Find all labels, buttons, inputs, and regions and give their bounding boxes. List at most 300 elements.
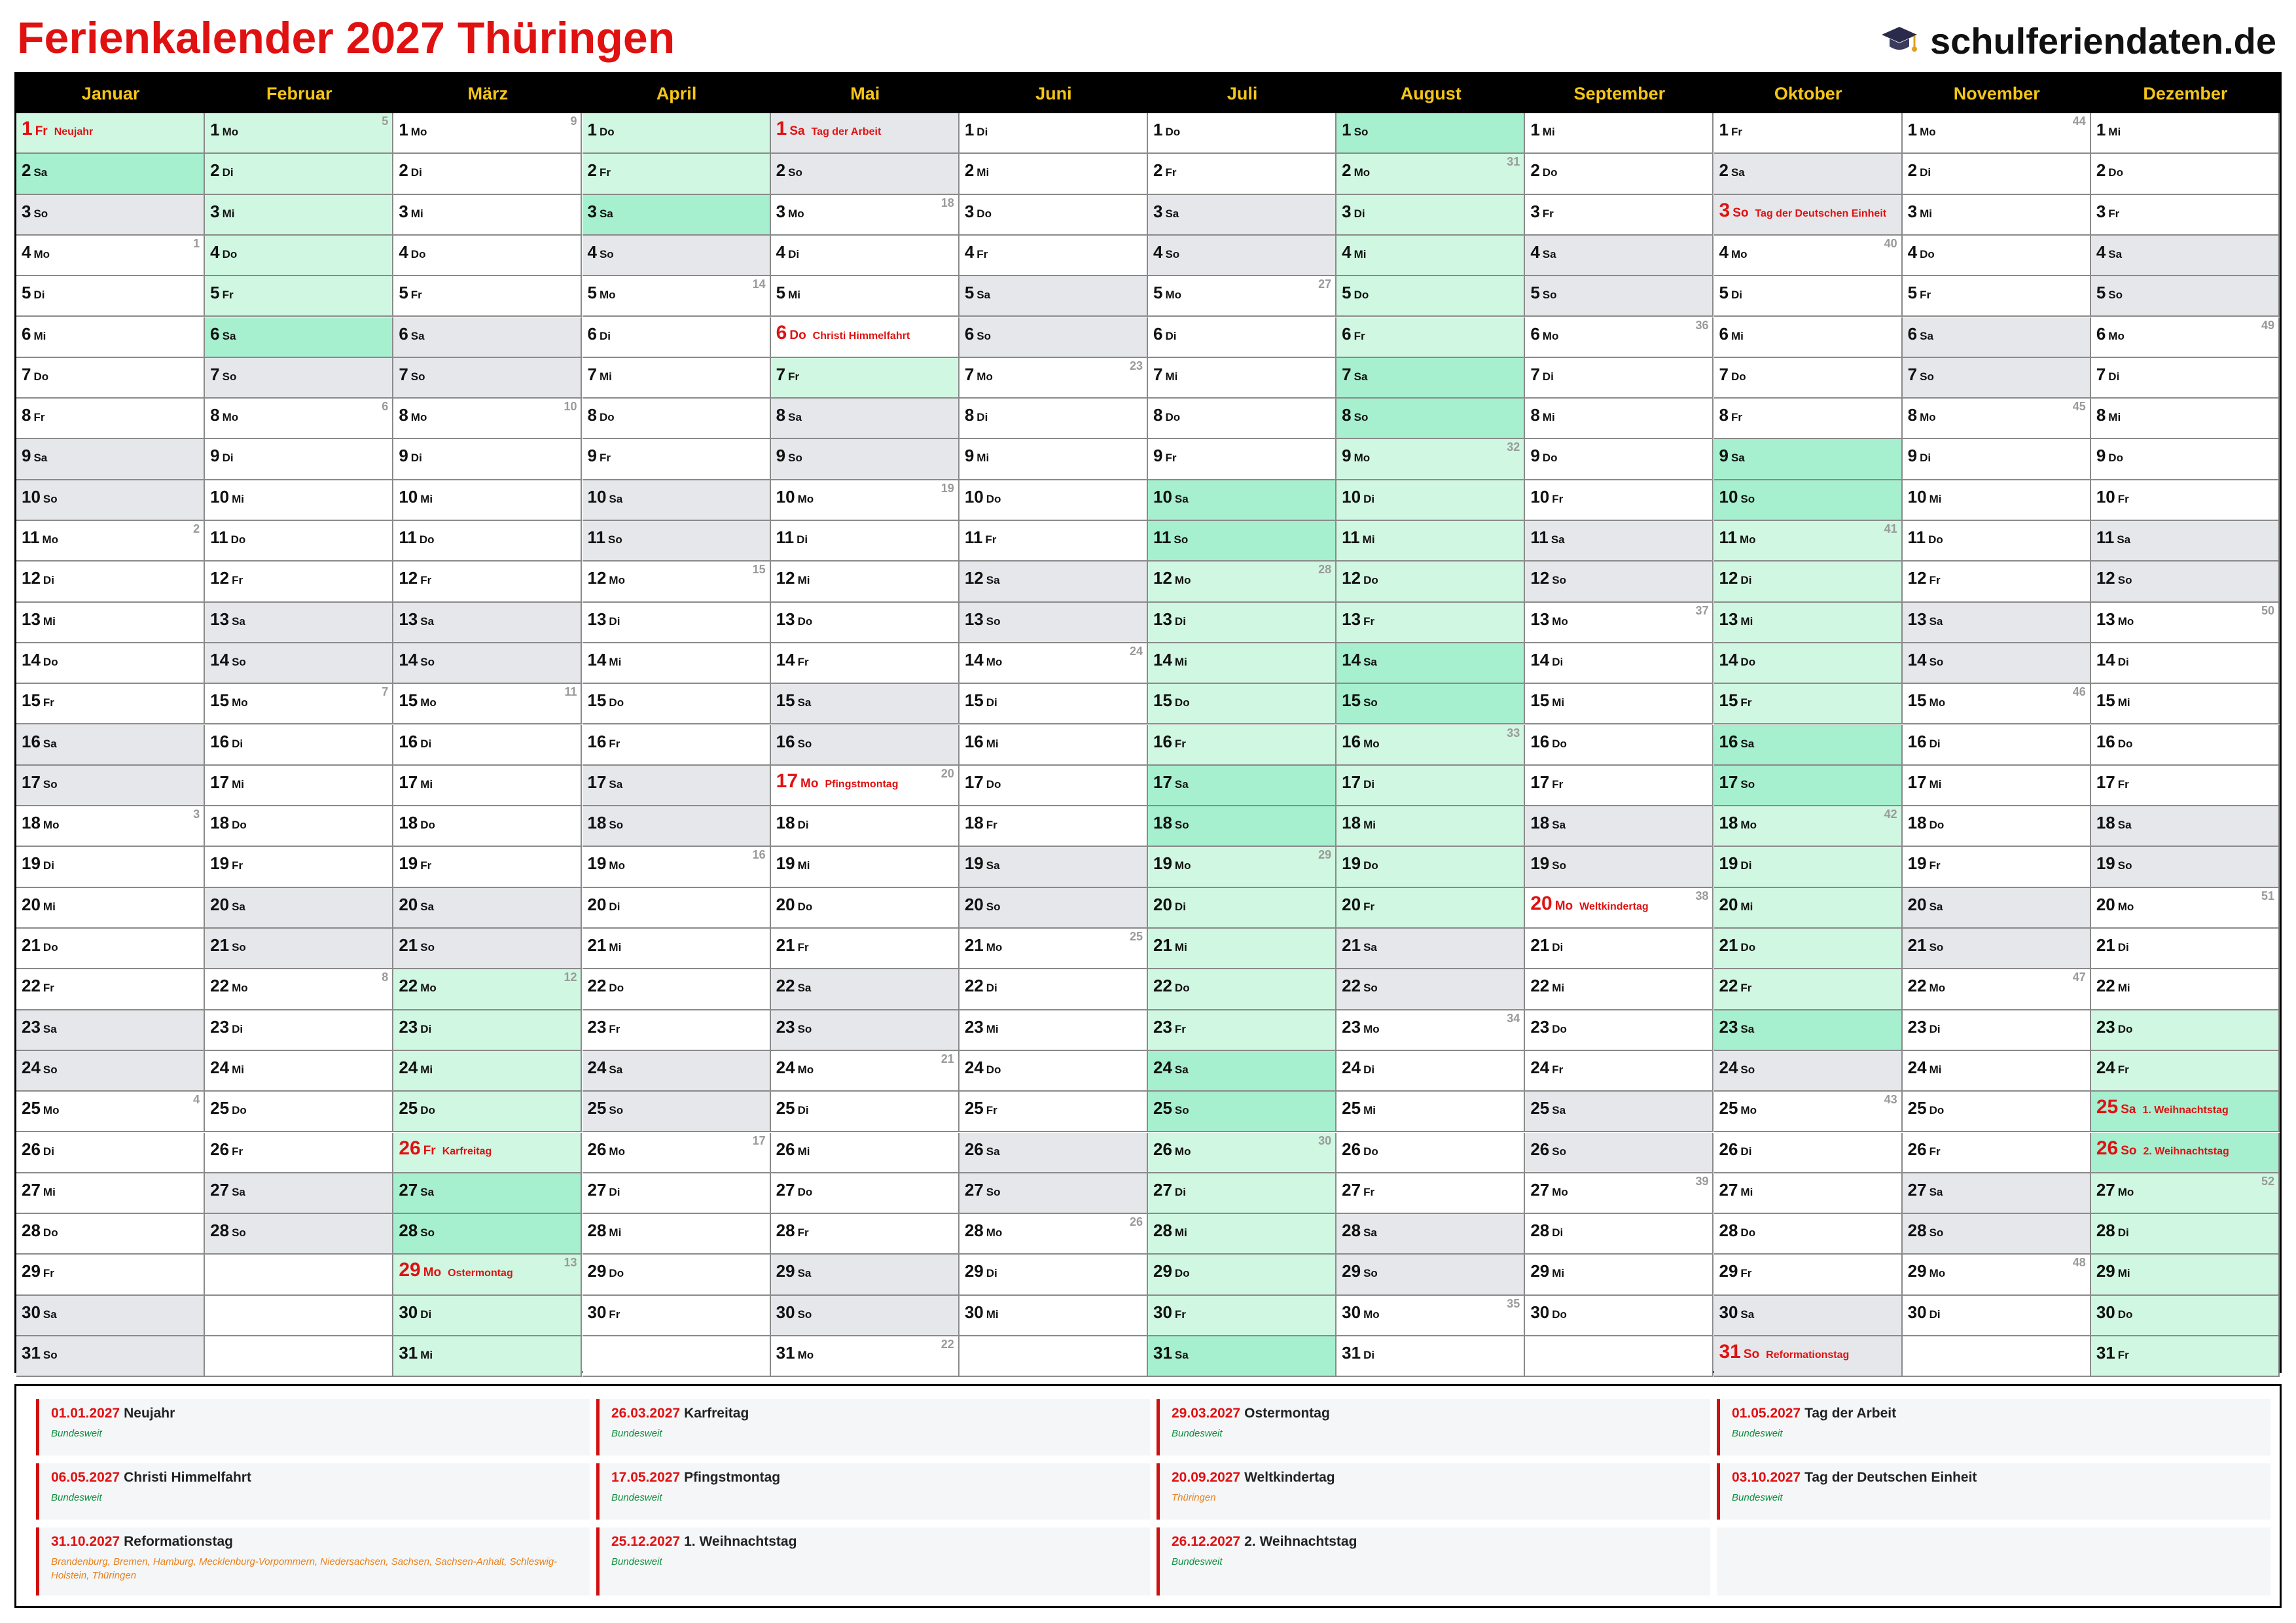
- weekday-label: Di: [1542, 370, 1554, 383]
- day-cell: [583, 236, 771, 276]
- day-cell: [1336, 276, 1525, 317]
- day-cell: [205, 439, 393, 480]
- day-number: 2 Do: [1530, 160, 1558, 181]
- weekday-label: Di: [1174, 1185, 1186, 1198]
- weekday-label: Do: [599, 411, 615, 424]
- day-number: 17 Sa: [1153, 772, 1189, 792]
- day-cell: [16, 1133, 205, 1173]
- day-cell: [2091, 929, 2280, 969]
- weekday-label: Mi: [1552, 982, 1565, 995]
- day-number: 9 Sa: [1719, 446, 1745, 466]
- day-cell: [2091, 399, 2280, 439]
- weekday-label: Mi: [2117, 696, 2130, 709]
- brand-logo[interactable]: [1880, 14, 2276, 67]
- weekday-label: Di: [609, 615, 620, 628]
- weekday-label: Di: [1920, 166, 1931, 179]
- day-cell: [1525, 480, 1713, 521]
- day-cell: [1148, 1133, 1336, 1173]
- legend-date: 25.12.2027: [611, 1534, 681, 1549]
- day-number: 13 Fr: [1342, 609, 1375, 629]
- day-cell: [1525, 154, 1713, 194]
- weekday-label: Mi: [1354, 247, 1367, 260]
- weekday-label: Fr: [423, 1143, 436, 1158]
- day-number: 19 Fr: [210, 853, 243, 874]
- weekday-label: Mo: [222, 126, 239, 138]
- weekday-label: Mi: [986, 1022, 999, 1035]
- week-number: 34: [1507, 1011, 1520, 1025]
- day-number: 1 Mi: [1530, 120, 1555, 139]
- weekday-label: Mo: [1354, 166, 1371, 179]
- day-cell: [2091, 1173, 2280, 1214]
- weekday-label: Fr: [420, 574, 432, 587]
- day-number: 19 So: [2096, 853, 2132, 874]
- day-cell: [583, 1092, 771, 1132]
- day-cell: [1714, 1010, 1903, 1051]
- day-number: 5 Mo: [587, 283, 616, 303]
- week-number: 2: [193, 522, 200, 535]
- day-number: 17 Sa: [587, 772, 623, 792]
- day-number: 28 Mi: [587, 1221, 622, 1241]
- day-cell: [16, 562, 205, 602]
- weekday-label: Do: [1929, 819, 1945, 832]
- weekday-label: Do: [1165, 411, 1181, 424]
- weekday-label: Mi: [1174, 941, 1187, 954]
- day-cell: [960, 766, 1148, 806]
- day-cell: [960, 562, 1148, 602]
- day-cell: [16, 1010, 205, 1051]
- weekday-label: Fr: [986, 1104, 997, 1117]
- legend-date: 20.09.2027: [1172, 1470, 1241, 1485]
- day-number: 20 Di: [587, 894, 620, 914]
- holiday-name: Christi Himmelfahrt: [812, 330, 910, 342]
- day-number: 31 Mi: [399, 1343, 433, 1363]
- legend-item: [36, 1527, 590, 1596]
- day-number: 8 Do: [1153, 405, 1181, 425]
- day-cell: [2091, 1296, 2280, 1336]
- weekday-label: Fr: [1552, 492, 1564, 505]
- weekday-label: Mi: [1552, 1267, 1565, 1280]
- day-cell: [960, 399, 1148, 439]
- calendar-grid: [14, 72, 2282, 1373]
- weekday-label: Sa: [33, 166, 48, 179]
- day-cell: [205, 399, 393, 439]
- weekday-label: So: [608, 533, 622, 546]
- day-number: 24 Fr: [1530, 1057, 1564, 1077]
- day-cell: [1148, 806, 1336, 847]
- month-header: September: [1573, 84, 1666, 103]
- weekday-label: Di: [797, 819, 809, 832]
- week-number: 1: [193, 236, 200, 250]
- day-cell: [1714, 929, 1903, 969]
- day-cell: [771, 888, 960, 929]
- weekday-label: Sa: [33, 452, 48, 465]
- day-number: 17 Fr: [2096, 772, 2129, 792]
- weekday-label: Mo: [423, 1266, 442, 1280]
- weekday-label: So: [2108, 289, 2123, 302]
- day-cell: [583, 562, 771, 602]
- day-cell: [1336, 1010, 1525, 1051]
- weekday-label: Sa: [420, 900, 435, 913]
- weekday-label: Mi: [232, 1063, 244, 1076]
- day-number: 24 Mo: [776, 1057, 814, 1077]
- weekday-label: Mi: [609, 941, 622, 954]
- day-cell: [1336, 643, 1525, 684]
- day-number: 14 So: [399, 649, 435, 669]
- day-number: 29 Do: [1153, 1261, 1190, 1281]
- day-number: 4 Mo: [1719, 241, 1748, 262]
- day-cell: [1336, 1255, 1525, 1295]
- day-cell: [583, 806, 771, 847]
- day-cell: [205, 317, 393, 358]
- day-cell: [1903, 806, 2091, 847]
- day-number: 26 Do: [1342, 1139, 1378, 1159]
- legend-holiday-name: Pfingstmontag: [684, 1470, 781, 1485]
- weekday-label: Di: [977, 411, 988, 424]
- day-cell: [1903, 643, 2091, 684]
- day-cell: [1525, 1173, 1713, 1214]
- weekday-label: So: [1740, 492, 1755, 505]
- weekday-label: So: [599, 247, 614, 260]
- weekday-label: Mi: [222, 207, 235, 220]
- legend-date: 29.03.2027: [1172, 1406, 1241, 1421]
- day-number: 11 Di: [776, 527, 808, 547]
- weekday-label: So: [986, 615, 1001, 628]
- day-cell: [960, 1173, 1148, 1214]
- day-number: 5 Di: [1719, 283, 1742, 303]
- weekday-label: Sa: [788, 411, 802, 424]
- day-cell: [1525, 806, 1713, 847]
- day-number: 9 Do: [1530, 446, 1558, 466]
- weekday-label: Mo: [1740, 533, 1756, 546]
- day-number: 20 Sa: [1907, 894, 1943, 914]
- day-number: 28 Sa: [1342, 1221, 1377, 1241]
- day-cell: [771, 317, 960, 358]
- day-number: 20 Do: [776, 894, 813, 914]
- week-number: 29: [1318, 848, 1332, 862]
- weekday-label: Mi: [1929, 492, 1942, 505]
- day-number: 1 Mo: [399, 120, 427, 139]
- day-cell: [1525, 969, 1713, 1010]
- day-number: 31 So: [22, 1343, 58, 1363]
- day-number: 12 Mo: [587, 568, 625, 588]
- day-number: 15 Do: [587, 690, 624, 711]
- weekday-label: Do: [797, 900, 813, 913]
- day-number: 27 Sa: [210, 1179, 245, 1200]
- day-number: 27 Mo: [2096, 1179, 2134, 1200]
- weekday-label: Mi: [1542, 126, 1555, 138]
- weekday-label: Fr: [797, 941, 809, 954]
- day-number: 14 Sa: [1342, 649, 1377, 669]
- day-number: 21 Di: [2096, 935, 2129, 955]
- day-cell: [771, 969, 960, 1010]
- day-number: 29 Sa: [776, 1261, 812, 1281]
- weekday-label: So: [1552, 574, 1566, 587]
- weekday-label: Di: [1740, 859, 1752, 872]
- weekday-label: Fr: [599, 166, 611, 179]
- weekday-label: Do: [1542, 452, 1558, 465]
- legend-holiday-name: Neujahr: [124, 1406, 175, 1421]
- week-number: 41: [1884, 522, 1897, 535]
- day-number: 9 Di: [210, 446, 234, 466]
- day-cell: [1148, 847, 1336, 887]
- weekday-label: Fr: [1731, 411, 1742, 424]
- day-cell: [771, 276, 960, 317]
- day-number: 2 Sa: [1719, 160, 1745, 181]
- day-number: 18 Sa: [2096, 813, 2132, 833]
- day-cell: [1148, 1092, 1336, 1132]
- day-cell: [960, 1051, 1148, 1092]
- day-number: 30 So: [776, 1302, 812, 1322]
- weekday-label: Di: [1363, 1063, 1375, 1076]
- day-cell: [393, 603, 582, 643]
- day-cell: [393, 439, 582, 480]
- day-cell: [1903, 603, 2091, 643]
- day-number: 2 Mi: [964, 160, 990, 181]
- weekday-label: Sa: [232, 615, 245, 628]
- day-cell: [2091, 358, 2280, 399]
- day-cell: [1525, 1296, 1713, 1336]
- weekday-label: Mi: [609, 655, 622, 668]
- weekday-label: Mi: [1552, 696, 1565, 709]
- day-cell: [1336, 603, 1525, 643]
- week-number: 3: [193, 808, 200, 821]
- day-number: 22 Fr: [22, 976, 54, 996]
- weekday-label: Mi: [1363, 1104, 1376, 1117]
- day-number: 3 Sa: [587, 201, 613, 221]
- day-number: 14 So: [210, 649, 246, 669]
- day-cell: [16, 969, 205, 1010]
- day-number: 13 Sa: [210, 609, 245, 629]
- day-cell: [1903, 113, 2091, 154]
- weekday-label: Sa: [1354, 370, 1368, 383]
- weekday-label: So: [1165, 247, 1180, 260]
- day-number: 7 Do: [22, 364, 49, 384]
- day-number: 28 Di: [2096, 1221, 2129, 1241]
- weekday-label: Fr: [1929, 574, 1941, 587]
- day-cell: [2091, 1336, 2280, 1377]
- day-cell: [1336, 1336, 1525, 1377]
- day-number: 25 Do: [399, 1098, 435, 1118]
- empty-cell: [583, 1336, 771, 1377]
- day-cell: [1336, 521, 1525, 562]
- weekday-label: Mi: [788, 289, 801, 302]
- weekday-label: Mo: [1542, 329, 1559, 342]
- legend-date: 17.05.2027: [611, 1470, 681, 1485]
- day-cell: [393, 276, 582, 317]
- weekday-label: Do: [420, 819, 435, 832]
- day-cell: [205, 154, 393, 194]
- day-number: 28 So: [399, 1221, 435, 1241]
- day-number: 18 Mo: [1719, 813, 1757, 833]
- day-cell: [1525, 929, 1713, 969]
- day-cell: [1714, 969, 1903, 1010]
- legend-item: [36, 1399, 590, 1455]
- weekday-label: So: [43, 1349, 58, 1361]
- day-number: 16 Fr: [587, 731, 620, 751]
- day-cell: [771, 1010, 960, 1051]
- weekday-label: Sa: [410, 329, 425, 342]
- day-number: 2 So: [776, 160, 802, 181]
- day-cell: [771, 236, 960, 276]
- day-number: 30 Mo: [1342, 1302, 1380, 1322]
- day-cell: [1714, 439, 1903, 480]
- weekday-label: Di: [1165, 329, 1177, 342]
- day-number: 1 Di: [964, 120, 988, 139]
- day-number: 19 Mi: [776, 853, 810, 874]
- day-cell: [771, 1214, 960, 1255]
- day-number: 26 Mo: [1153, 1139, 1191, 1159]
- day-number: 21 Fr: [776, 935, 809, 955]
- weekday-label: Mi: [1542, 411, 1555, 424]
- day-number: 9 Sa: [22, 446, 48, 466]
- day-cell: [583, 725, 771, 766]
- day-cell: [1148, 643, 1336, 684]
- day-cell: [1903, 1173, 2091, 1214]
- day-number: 3 Mo: [776, 201, 804, 221]
- day-number: 10 Sa: [1153, 486, 1189, 507]
- day-number: 11 Sa: [2096, 527, 2131, 547]
- day-number: 7 So: [399, 364, 425, 384]
- weekday-label: Do: [43, 941, 58, 954]
- day-cell: [1714, 399, 1903, 439]
- day-number: 8 Mo: [399, 405, 427, 425]
- weekday-label: Sa: [1740, 737, 1755, 750]
- day-cell: [960, 276, 1148, 317]
- day-number: 29 Mi: [1530, 1261, 1565, 1281]
- weekday-label: Mo: [1363, 1022, 1380, 1035]
- day-number: 27 Fr: [1342, 1179, 1375, 1200]
- day-cell: [771, 399, 960, 439]
- week-number: 14: [752, 277, 766, 291]
- day-cell: [1714, 684, 1903, 724]
- weekday-label: So: [986, 900, 1001, 913]
- day-number: 17 Mi: [1907, 772, 1942, 792]
- day-cell: [1714, 766, 1903, 806]
- weekday-label: Do: [1920, 247, 1935, 260]
- day-cell: [583, 1296, 771, 1336]
- weekday-label: Mi: [1165, 370, 1178, 383]
- week-number: 6: [382, 400, 389, 414]
- day-cell: [1525, 236, 1713, 276]
- day-number: 17 Mi: [399, 772, 433, 792]
- day-cell: [205, 725, 393, 766]
- weekday-label: Mo: [1174, 574, 1191, 587]
- weekday-label: Fr: [222, 289, 234, 302]
- day-number: 21 Di: [1530, 935, 1564, 955]
- day-cell: [1525, 317, 1713, 358]
- day-cell: [1336, 1173, 1525, 1214]
- day-number: 16 Sa: [1719, 731, 1755, 751]
- day-number: 10 So: [22, 486, 58, 507]
- day-cell: [1336, 1051, 1525, 1092]
- day-cell: [1148, 358, 1336, 399]
- day-number: 28 Mo: [964, 1221, 1003, 1241]
- month-header: Juni: [1035, 84, 1072, 103]
- weekday-label: Sa: [1929, 615, 1943, 628]
- day-number: 13 Sa: [399, 609, 435, 629]
- weekday-label: Do: [410, 247, 426, 260]
- month-header: November: [1953, 84, 2040, 103]
- day-cell: [1148, 766, 1336, 806]
- day-cell: [205, 643, 393, 684]
- day-number: 24 Mi: [399, 1057, 433, 1077]
- day-cell: [960, 888, 1148, 929]
- weekday-label: Fr: [1552, 777, 1564, 791]
- legend-scope: Thüringen: [1172, 1492, 1216, 1503]
- day-number: 6 Mo: [2096, 323, 2125, 344]
- legend-item: [1157, 1463, 1710, 1520]
- weekday-label: Mi: [1174, 655, 1187, 668]
- day-cell: [771, 562, 960, 602]
- weekday-label: Fr: [43, 982, 54, 995]
- day-number: 31 Fr: [2096, 1343, 2129, 1363]
- day-number: 28 Mi: [1153, 1221, 1187, 1241]
- weekday-label: Mo: [1920, 126, 1936, 138]
- weekday-label: Do: [1363, 574, 1378, 587]
- day-cell: [1903, 1255, 2091, 1295]
- day-number: 4 Do: [210, 241, 238, 262]
- day-cell: [1336, 888, 1525, 929]
- day-number: 5 Do: [1342, 283, 1369, 303]
- day-number: 13 Mo: [1530, 609, 1568, 629]
- day-number: 21 Mo: [964, 935, 1003, 955]
- day-number: 15 Mi: [2096, 690, 2130, 711]
- day-cell: [16, 439, 205, 480]
- day-number: 23 Di: [1907, 1016, 1941, 1037]
- day-cell: [393, 1051, 582, 1092]
- legend-empty-slot: [1717, 1527, 2270, 1596]
- week-number: 46: [2072, 685, 2086, 699]
- day-cell: [1714, 1051, 1903, 1092]
- weekday-label: Do: [419, 533, 435, 546]
- day-number: 16 Di: [399, 731, 432, 751]
- weekday-label: Di: [1920, 452, 1931, 465]
- day-cell: [205, 276, 393, 317]
- day-number: 16 Do: [1530, 731, 1567, 751]
- day-number: 15 Fr: [1719, 690, 1752, 711]
- day-number: 18 Do: [399, 813, 435, 833]
- day-number: 29 Mo Ostermontag: [399, 1259, 513, 1281]
- weekday-label: Mo: [232, 982, 248, 995]
- weekday-label: Di: [986, 696, 997, 709]
- day-cell: [393, 1010, 582, 1051]
- day-cell: [393, 766, 582, 806]
- day-cell: [1714, 643, 1903, 684]
- weekday-label: Mi: [1920, 207, 1933, 220]
- legend-scope: Bundesweit: [611, 1556, 662, 1567]
- day-cell: [1714, 806, 1903, 847]
- month-header: März: [467, 84, 509, 103]
- week-number: 47: [2072, 971, 2086, 984]
- day-cell: [1148, 1010, 1336, 1051]
- day-number: 29 So: [1342, 1261, 1378, 1281]
- week-number: 11: [564, 685, 577, 699]
- day-number: 19 Mo: [1153, 853, 1191, 874]
- day-cell: [16, 399, 205, 439]
- day-number: 6 Sa: [399, 323, 425, 344]
- weekday-label: Fr: [410, 289, 422, 302]
- week-number: 10: [564, 400, 577, 414]
- day-number: 22 Di: [964, 976, 997, 996]
- day-cell: [393, 399, 582, 439]
- weekday-label: Do: [986, 492, 1001, 505]
- day-cell: [1903, 684, 2091, 724]
- weekday-label: Sa: [797, 982, 812, 995]
- day-cell: [1903, 1296, 2091, 1336]
- day-cell: [2091, 969, 2280, 1010]
- weekday-label: Di: [232, 737, 243, 750]
- day-cell: [1336, 480, 1525, 521]
